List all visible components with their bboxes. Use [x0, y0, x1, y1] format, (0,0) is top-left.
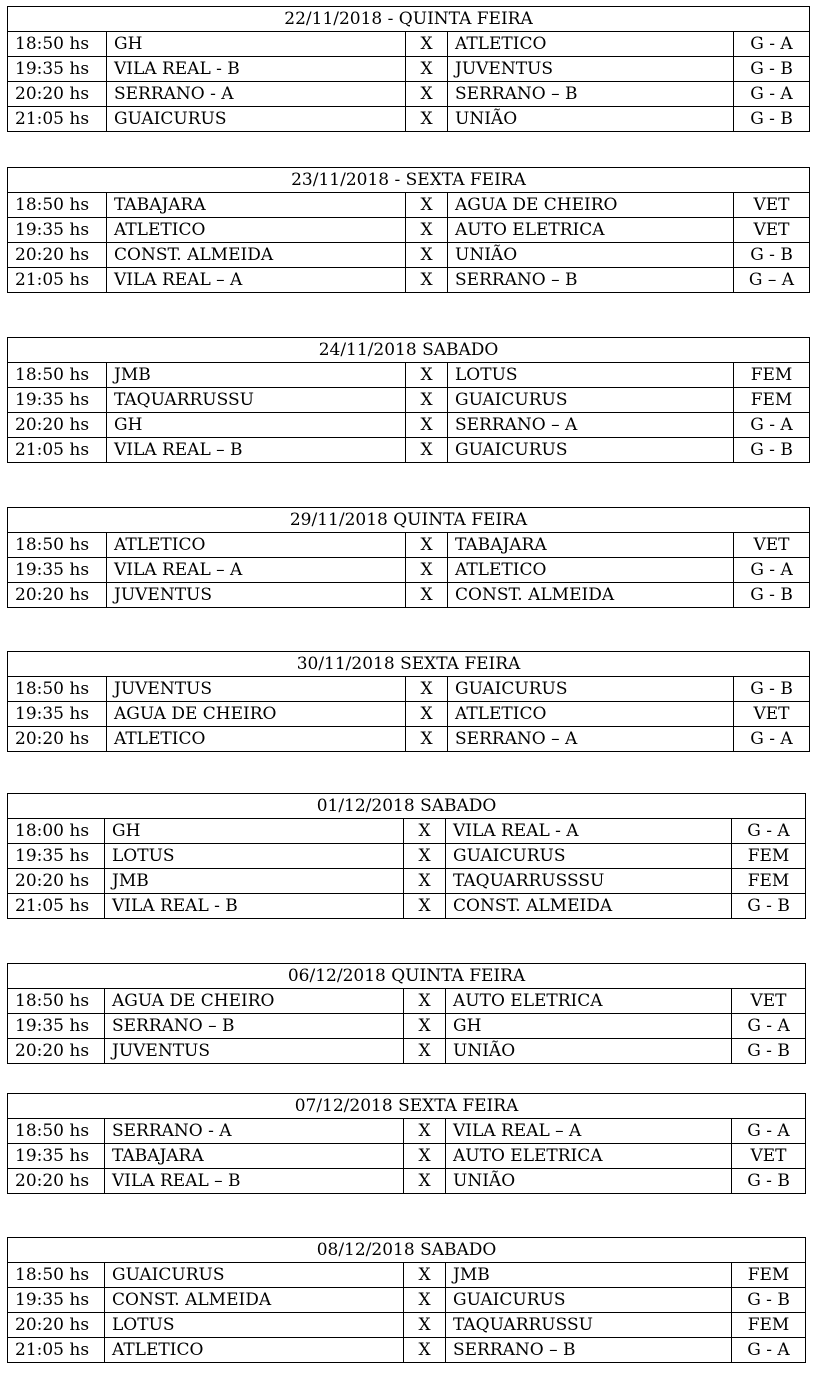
home-team: VILA REAL – A — [107, 558, 406, 583]
match-time: 18:50 hs — [8, 677, 107, 702]
day-header: 29/11/2018 QUINTA FEIRA — [8, 508, 810, 533]
match-row — [8, 1119, 806, 1144]
away-team: SERRANO – A — [448, 413, 734, 438]
away-team: AUTO ELETRICA — [446, 989, 732, 1014]
match-category: FEM — [732, 1263, 806, 1288]
home-team: LOTUS — [105, 844, 404, 869]
home-team: ATLETICO — [107, 218, 406, 243]
home-team: GUAICURUS — [107, 107, 406, 132]
match-time: 19:35 hs — [8, 57, 107, 82]
versus-mark: X — [406, 218, 448, 243]
versus-mark: X — [404, 1338, 446, 1363]
day-header: 23/11/2018 - SEXTA FEIRA — [8, 168, 810, 193]
home-team: GH — [107, 32, 406, 57]
match-time: 18:50 hs — [8, 1263, 105, 1288]
match-row — [8, 363, 810, 388]
versus-mark: X — [406, 413, 448, 438]
match-row — [8, 989, 806, 1014]
away-team: SERRANO – A — [448, 727, 734, 752]
away-team: AGUA DE CHEIRO — [448, 193, 734, 218]
match-row — [8, 268, 810, 293]
away-team: GH — [446, 1014, 732, 1039]
away-team: LOTUS — [448, 363, 734, 388]
match-category: G - A — [734, 32, 810, 57]
versus-mark: X — [404, 1119, 446, 1144]
versus-mark: X — [406, 583, 448, 608]
home-team: SERRANO - A — [107, 82, 406, 107]
away-team: VILA REAL – A — [446, 1119, 732, 1144]
home-team: TABAJARA — [107, 193, 406, 218]
schedule-table — [7, 963, 806, 1064]
match-row — [8, 413, 810, 438]
match-category: G - B — [734, 107, 810, 132]
match-time: 21:05 hs — [8, 1338, 105, 1363]
versus-mark: X — [404, 844, 446, 869]
away-team: UNIÃO — [446, 1169, 732, 1194]
match-category: VET — [734, 533, 810, 558]
match-category: VET — [732, 989, 806, 1014]
away-team: CONST. ALMEIDA — [448, 583, 734, 608]
match-row — [8, 1338, 806, 1363]
match-row — [8, 894, 806, 919]
match-category: G - A — [734, 558, 810, 583]
versus-mark: X — [406, 193, 448, 218]
match-row — [8, 533, 810, 558]
versus-mark: X — [404, 1039, 446, 1064]
day-header-row — [8, 7, 810, 32]
home-team: VILA REAL - B — [105, 894, 404, 919]
match-row — [8, 844, 806, 869]
match-time: 19:35 hs — [8, 702, 107, 727]
home-team: ATLETICO — [107, 727, 406, 752]
match-category: G - A — [732, 819, 806, 844]
away-team: UNIÃO — [448, 243, 734, 268]
away-team: SERRANO – B — [448, 82, 734, 107]
match-row — [8, 107, 810, 132]
away-team: JMB — [446, 1263, 732, 1288]
schedule-table — [7, 793, 806, 919]
match-category: FEM — [732, 869, 806, 894]
match-category: G - B — [734, 243, 810, 268]
versus-mark: X — [404, 819, 446, 844]
day-header: 01/12/2018 SABADO — [8, 794, 806, 819]
home-team: GH — [107, 413, 406, 438]
away-team: GUAICURUS — [448, 677, 734, 702]
match-category: G - B — [732, 1288, 806, 1313]
versus-mark: X — [406, 533, 448, 558]
match-row — [8, 1014, 806, 1039]
away-team: ATLETICO — [448, 558, 734, 583]
home-team: VILA REAL – B — [105, 1169, 404, 1194]
home-team: CONST. ALMEIDA — [107, 243, 406, 268]
versus-mark: X — [406, 702, 448, 727]
day-header: 08/12/2018 SABADO — [8, 1238, 806, 1263]
versus-mark: X — [406, 243, 448, 268]
match-time: 18:50 hs — [8, 32, 107, 57]
match-time: 19:35 hs — [8, 1288, 105, 1313]
home-team: AGUA DE CHEIRO — [107, 702, 406, 727]
match-time: 18:50 hs — [8, 363, 107, 388]
home-team: GH — [105, 819, 404, 844]
day-header: 30/11/2018 SEXTA FEIRA — [8, 652, 810, 677]
day-header-row — [8, 794, 806, 819]
away-team: GUAICURUS — [448, 388, 734, 413]
match-category: G - A — [734, 413, 810, 438]
away-team: UNIÃO — [446, 1039, 732, 1064]
versus-mark: X — [406, 32, 448, 57]
home-team: SERRANO – B — [105, 1014, 404, 1039]
versus-mark: X — [406, 268, 448, 293]
match-category: G - B — [732, 1039, 806, 1064]
match-time: 21:05 hs — [8, 438, 107, 463]
match-time: 20:20 hs — [8, 413, 107, 438]
away-team: UNIÃO — [448, 107, 734, 132]
away-team: AUTO ELETRICA — [446, 1144, 732, 1169]
home-team: LOTUS — [105, 1313, 404, 1338]
match-row — [8, 193, 810, 218]
match-row — [8, 702, 810, 727]
versus-mark: X — [406, 677, 448, 702]
day-header-row — [8, 652, 810, 677]
away-team: TAQUARRUSSU — [446, 1313, 732, 1338]
home-team: JUVENTUS — [107, 677, 406, 702]
match-time: 21:05 hs — [8, 107, 107, 132]
match-time: 18:50 hs — [8, 533, 107, 558]
schedule-table — [7, 337, 810, 463]
away-team: TAQUARRUSSSU — [446, 869, 732, 894]
match-row — [8, 32, 810, 57]
schedule-table — [7, 1093, 806, 1194]
match-row — [8, 558, 810, 583]
away-team: JUVENTUS — [448, 57, 734, 82]
match-row — [8, 57, 810, 82]
match-category: G - A — [734, 727, 810, 752]
day-header-row — [8, 168, 810, 193]
match-time: 19:35 hs — [8, 1144, 105, 1169]
day-header: 06/12/2018 QUINTA FEIRA — [8, 964, 806, 989]
match-time: 21:05 hs — [8, 894, 105, 919]
day-header-row — [8, 964, 806, 989]
versus-mark: X — [404, 1263, 446, 1288]
day-header-row — [8, 1238, 806, 1263]
match-row — [8, 819, 806, 844]
home-team: JMB — [105, 869, 404, 894]
match-time: 19:35 hs — [8, 1014, 105, 1039]
match-time: 18:50 hs — [8, 1119, 105, 1144]
match-row — [8, 1169, 806, 1194]
versus-mark: X — [404, 1144, 446, 1169]
match-category: FEM — [732, 844, 806, 869]
away-team: SERRANO – B — [448, 268, 734, 293]
match-row — [8, 1144, 806, 1169]
home-team: ATLETICO — [107, 533, 406, 558]
match-category: FEM — [734, 363, 810, 388]
match-row — [8, 243, 810, 268]
away-team: CONST. ALMEIDA — [446, 894, 732, 919]
versus-mark: X — [404, 1288, 446, 1313]
match-row — [8, 727, 810, 752]
match-category: G – A — [734, 268, 810, 293]
match-category: VET — [734, 218, 810, 243]
home-team: JMB — [107, 363, 406, 388]
home-team: VILA REAL – A — [107, 268, 406, 293]
away-team: ATLETICO — [448, 32, 734, 57]
match-category: G - B — [732, 1169, 806, 1194]
match-time: 20:20 hs — [8, 1313, 105, 1338]
match-row — [8, 583, 810, 608]
match-time: 18:50 hs — [8, 193, 107, 218]
away-team: TABAJARA — [448, 533, 734, 558]
away-team: GUAICURUS — [446, 1288, 732, 1313]
home-team: TABAJARA — [105, 1144, 404, 1169]
home-team: JUVENTUS — [105, 1039, 404, 1064]
versus-mark: X — [404, 1014, 446, 1039]
match-category: G - B — [734, 677, 810, 702]
match-time: 18:00 hs — [8, 819, 105, 844]
away-team: VILA REAL - A — [446, 819, 732, 844]
match-row — [8, 438, 810, 463]
match-time: 18:50 hs — [8, 989, 105, 1014]
day-header-row — [8, 508, 810, 533]
match-time: 20:20 hs — [8, 727, 107, 752]
match-category: G - A — [732, 1338, 806, 1363]
day-header: 07/12/2018 SEXTA FEIRA — [8, 1094, 806, 1119]
match-row — [8, 1039, 806, 1064]
match-category: G - A — [734, 82, 810, 107]
day-header-row — [8, 338, 810, 363]
versus-mark: X — [404, 894, 446, 919]
match-time: 20:20 hs — [8, 243, 107, 268]
away-team: ATLETICO — [448, 702, 734, 727]
match-category: FEM — [734, 388, 810, 413]
home-team: CONST. ALMEIDA — [105, 1288, 404, 1313]
match-row — [8, 1288, 806, 1313]
match-time: 20:20 hs — [8, 1039, 105, 1064]
home-team: VILA REAL – B — [107, 438, 406, 463]
away-team: AUTO ELETRICA — [448, 218, 734, 243]
versus-mark: X — [406, 363, 448, 388]
match-category: G - B — [734, 583, 810, 608]
day-header: 22/11/2018 - QUINTA FEIRA — [8, 7, 810, 32]
home-team: TAQUARRUSSU — [107, 388, 406, 413]
schedule-table — [7, 507, 810, 608]
match-row — [8, 82, 810, 107]
match-row — [8, 1263, 806, 1288]
schedule-table — [7, 167, 810, 293]
match-time: 20:20 hs — [8, 583, 107, 608]
day-header-row — [8, 1094, 806, 1119]
versus-mark: X — [406, 727, 448, 752]
match-category: VET — [734, 702, 810, 727]
schedule-table — [7, 651, 810, 752]
versus-mark: X — [406, 107, 448, 132]
home-team: GUAICURUS — [105, 1263, 404, 1288]
match-row — [8, 677, 810, 702]
home-team: JUVENTUS — [107, 583, 406, 608]
match-time: 19:35 hs — [8, 558, 107, 583]
versus-mark: X — [404, 869, 446, 894]
match-category: VET — [732, 1144, 806, 1169]
match-row — [8, 388, 810, 413]
match-time: 21:05 hs — [8, 268, 107, 293]
match-time: 20:20 hs — [8, 82, 107, 107]
home-team: AGUA DE CHEIRO — [105, 989, 404, 1014]
away-team: GUAICURUS — [448, 438, 734, 463]
versus-mark: X — [404, 1313, 446, 1338]
away-team: GUAICURUS — [446, 844, 732, 869]
match-time: 20:20 hs — [8, 869, 105, 894]
match-category: G - B — [734, 438, 810, 463]
versus-mark: X — [406, 82, 448, 107]
versus-mark: X — [406, 438, 448, 463]
match-row — [8, 218, 810, 243]
match-category: FEM — [732, 1313, 806, 1338]
match-row — [8, 869, 806, 894]
versus-mark: X — [404, 1169, 446, 1194]
match-category: G - A — [732, 1014, 806, 1039]
match-time: 19:35 hs — [8, 218, 107, 243]
schedule-table — [7, 6, 810, 132]
match-category: VET — [734, 193, 810, 218]
match-category: G - B — [732, 894, 806, 919]
day-header: 24/11/2018 SABADO — [8, 338, 810, 363]
away-team: SERRANO – B — [446, 1338, 732, 1363]
match-category: G - B — [734, 57, 810, 82]
versus-mark: X — [404, 989, 446, 1014]
home-team: VILA REAL - B — [107, 57, 406, 82]
versus-mark: X — [406, 388, 448, 413]
match-row — [8, 1313, 806, 1338]
home-team: SERRANO - A — [105, 1119, 404, 1144]
match-time: 20:20 hs — [8, 1169, 105, 1194]
match-time: 19:35 hs — [8, 844, 105, 869]
schedule-table — [7, 1237, 806, 1363]
versus-mark: X — [406, 57, 448, 82]
match-time: 19:35 hs — [8, 388, 107, 413]
versus-mark: X — [406, 558, 448, 583]
home-team: ATLETICO — [105, 1338, 404, 1363]
match-category: G - A — [732, 1119, 806, 1144]
